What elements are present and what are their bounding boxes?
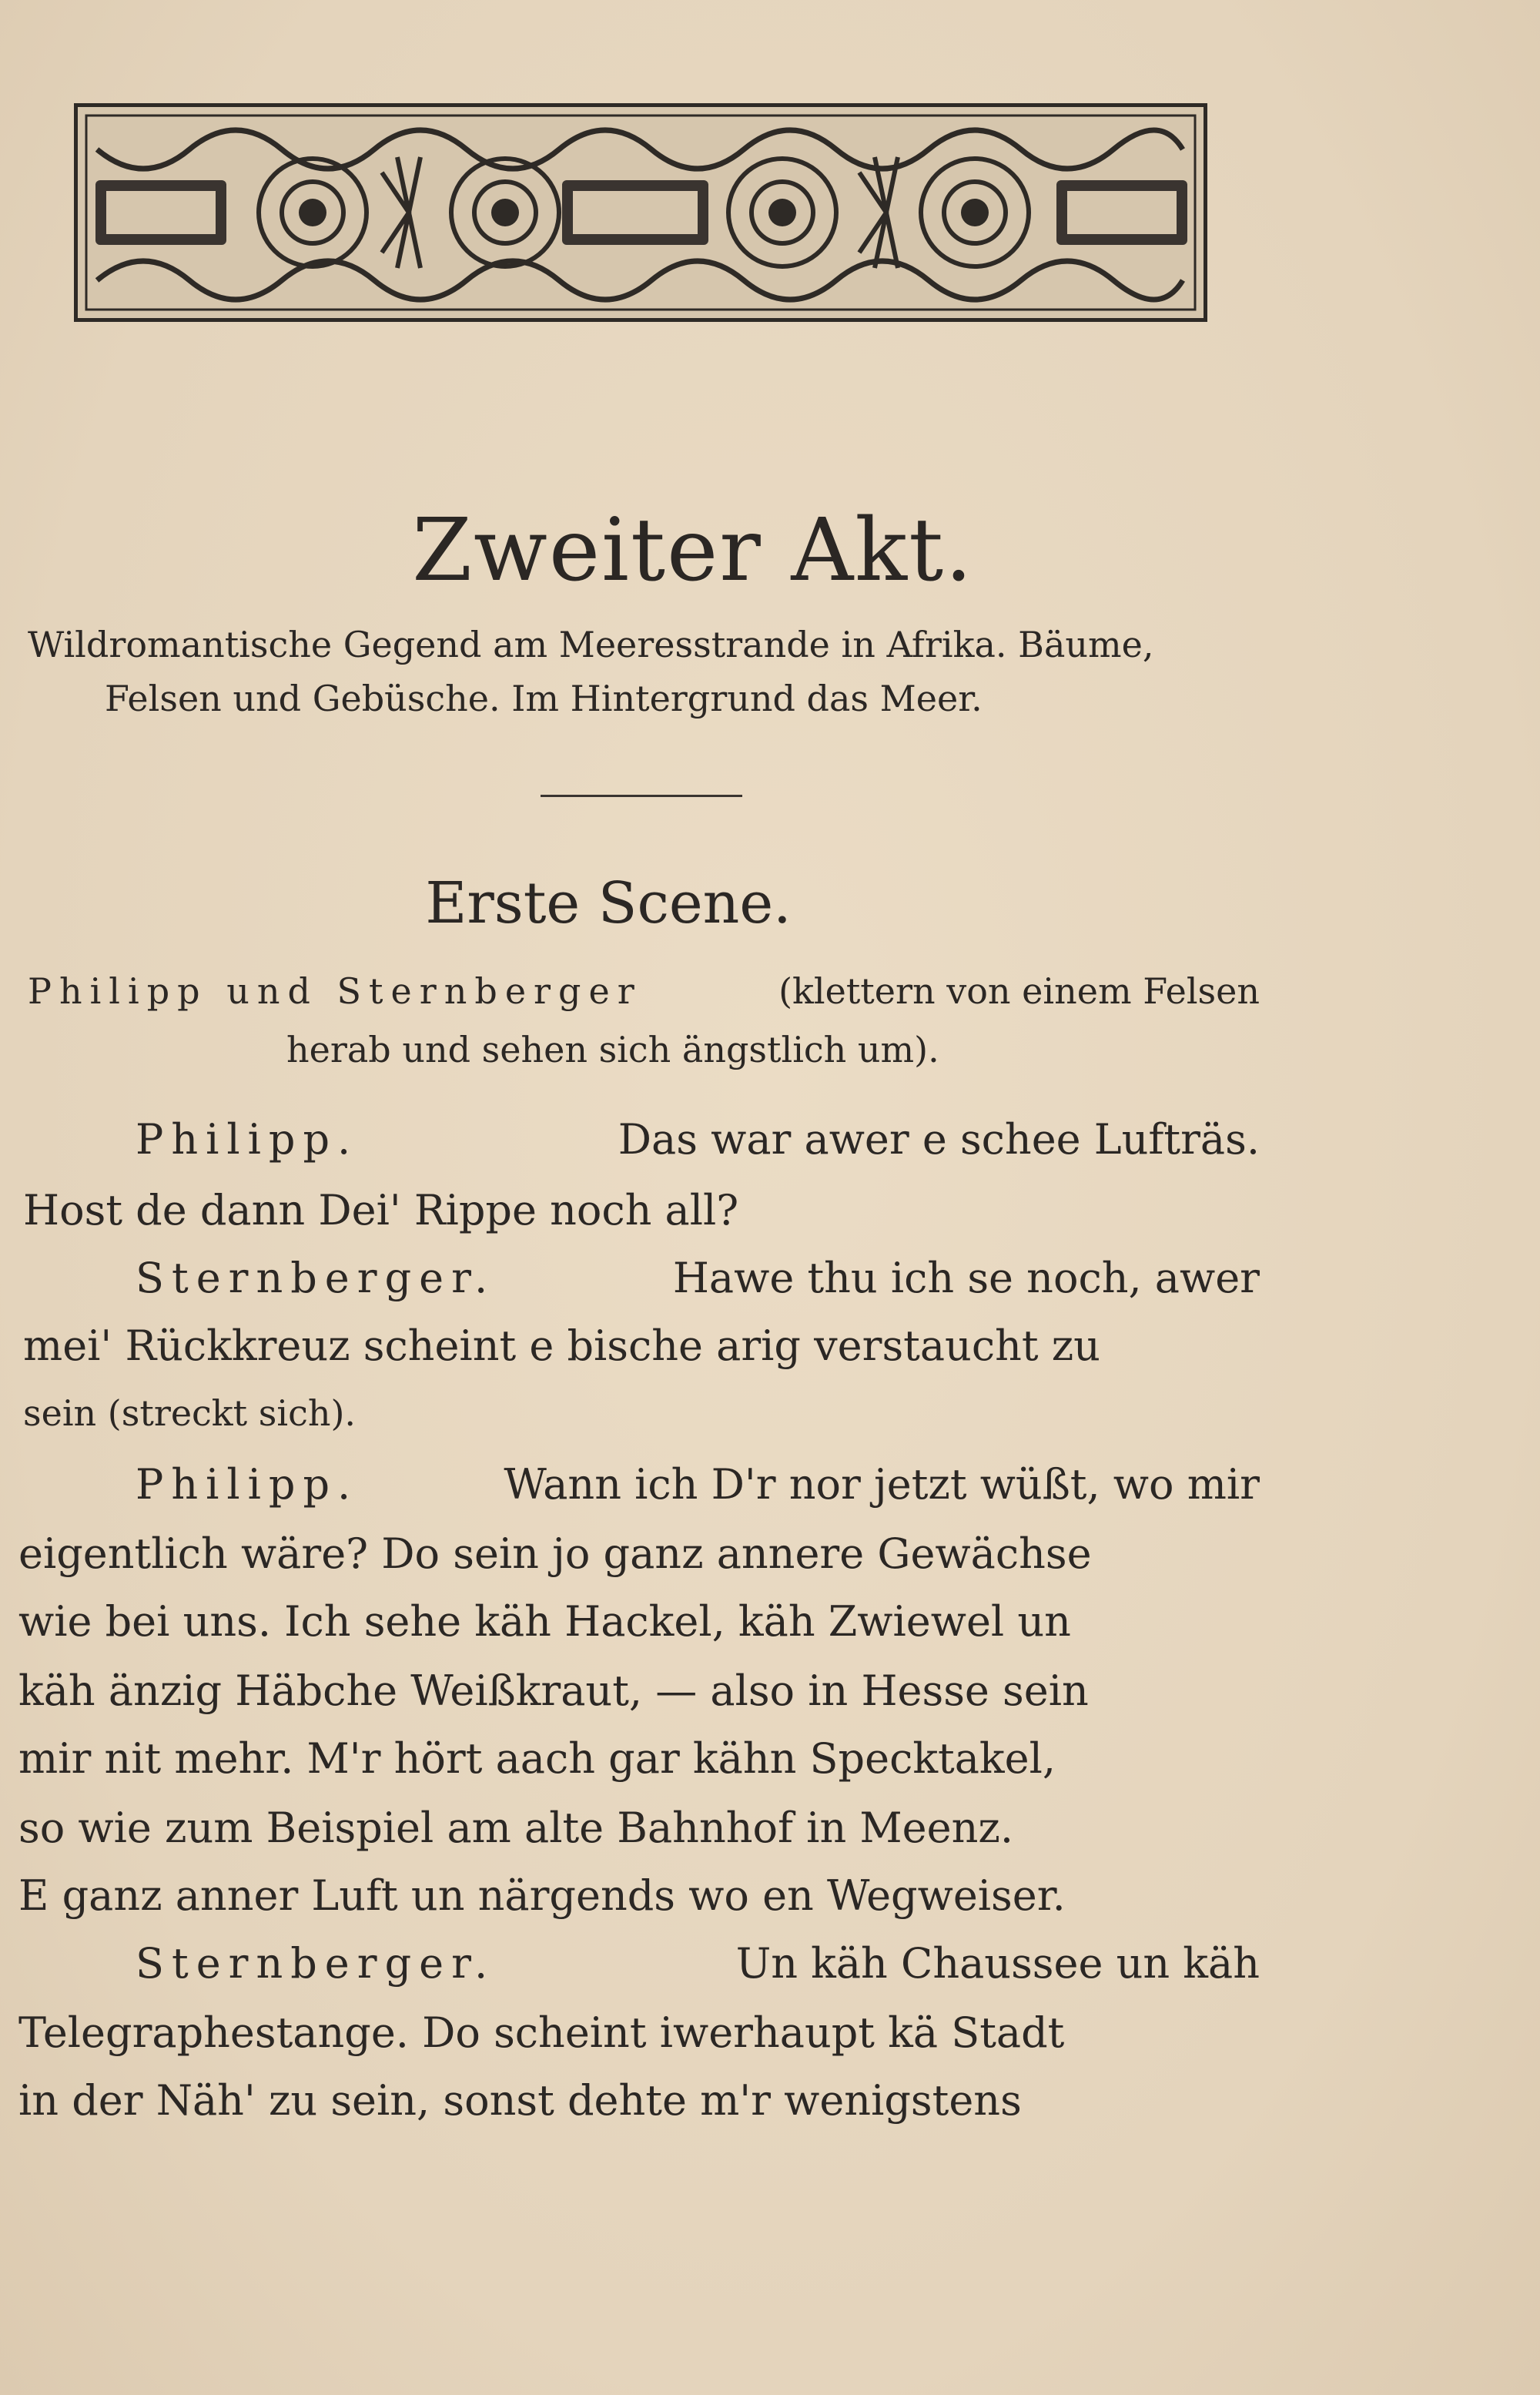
- dialogue-text: mir nit mehr. M'r hört aach gar kähn Specktakel,: [18, 1734, 1056, 1783]
- scene-title: [0, 870, 1378, 936]
- stage-direction-text: Wildromantische Gegend am Meeresstrande in Afrika. Bäume,: [28, 624, 1154, 665]
- dialogue-line: [136, 1939, 1260, 1988]
- speaker-names: Philipp und Sternberger: [28, 970, 642, 1012]
- dialogue-line: [136, 1460, 1260, 1509]
- dialogue-line: [136, 1115, 1260, 1164]
- scene-direction-line-2: [286, 1029, 1026, 1070]
- dialogue-text: eigentlich wäre? Do sein jo ganz annere Gewächse: [18, 1529, 1092, 1578]
- dialogue-text: Un käh Chaussee un käh: [735, 1939, 1260, 1988]
- dialogue-text: käh änzig Häbche Weißkraut, — also in Hesse sein: [18, 1666, 1089, 1715]
- dialogue-text: sein (streckt sich).: [23, 1392, 357, 1434]
- dialogue-text: wie bei uns. Ich sehe käh Hackel, käh Zwiewel un: [18, 1597, 1071, 1646]
- act-title: Zweiter Akt.: [412, 501, 974, 601]
- stage-direction-text: Felsen und Gebüsche. Im Hintergrund das Meer.: [105, 678, 983, 719]
- dialogue-line: [18, 1529, 1260, 1578]
- dialogue-text: E ganz anner Luft un närgends wo en Wegweiser.: [18, 1871, 1066, 1920]
- dialogue-text: Wann ich D'r nor jetzt wüßt, wo mir: [504, 1460, 1260, 1509]
- dialogue-text: Das war awer e schee Lufträs.: [618, 1115, 1260, 1164]
- dialogue-text: Host de dann Dei' Rippe noch all?: [23, 1186, 739, 1234]
- dialogue-line: [18, 1734, 1260, 1783]
- dialogue-text: in der Näh' zu sein, sonst dehte m'r wenigstens: [18, 2076, 1022, 2125]
- dialogue-line: [18, 2008, 1260, 2057]
- scene-title-text: Erste Scene.: [425, 870, 792, 936]
- scene-direction-line-1: [28, 970, 1260, 1012]
- dialogue-line: [18, 1666, 1260, 1715]
- dialogue-line: [18, 1804, 1260, 1852]
- dialogue-text: mei' Rückkreuz scheint e bische arig verstaucht zu: [23, 1321, 1100, 1370]
- dialogue-text: Hawe thu ich se noch, awer: [672, 1254, 1260, 1302]
- speaker-name: Philipp.: [136, 1460, 359, 1509]
- dialogue-line: [23, 1186, 909, 1234]
- speaker-name: Sternberger.: [136, 1939, 496, 1988]
- dialogue-line: [18, 1871, 1260, 1920]
- scene-direction-text: herab und sehen sich ängstlich um).: [286, 1029, 939, 1070]
- dialogue-text: so wie zum Beispiel am alte Bahnhof in Meenz.: [18, 1804, 1013, 1852]
- dialogue-line: [23, 1392, 377, 1434]
- stage-direction-line-2: [105, 678, 1183, 719]
- stage-direction-line-1: [28, 624, 1260, 665]
- section-divider: [541, 795, 742, 797]
- dialogue-line: [136, 1254, 1260, 1302]
- dialogue-text: Telegraphestange. Do scheint iwerhaupt kä Stadt: [18, 2008, 1065, 2057]
- scene-direction-text: (klettern von einem Felsen: [778, 970, 1260, 1012]
- speaker-name: Sternberger.: [136, 1254, 496, 1302]
- speaker-name: Philipp.: [136, 1115, 359, 1164]
- dialogue-line: [18, 1597, 1260, 1646]
- dialogue-line: [18, 2076, 1260, 2125]
- decorative-header-ornament: [74, 103, 1207, 322]
- dialogue-line: [23, 1321, 1260, 1370]
